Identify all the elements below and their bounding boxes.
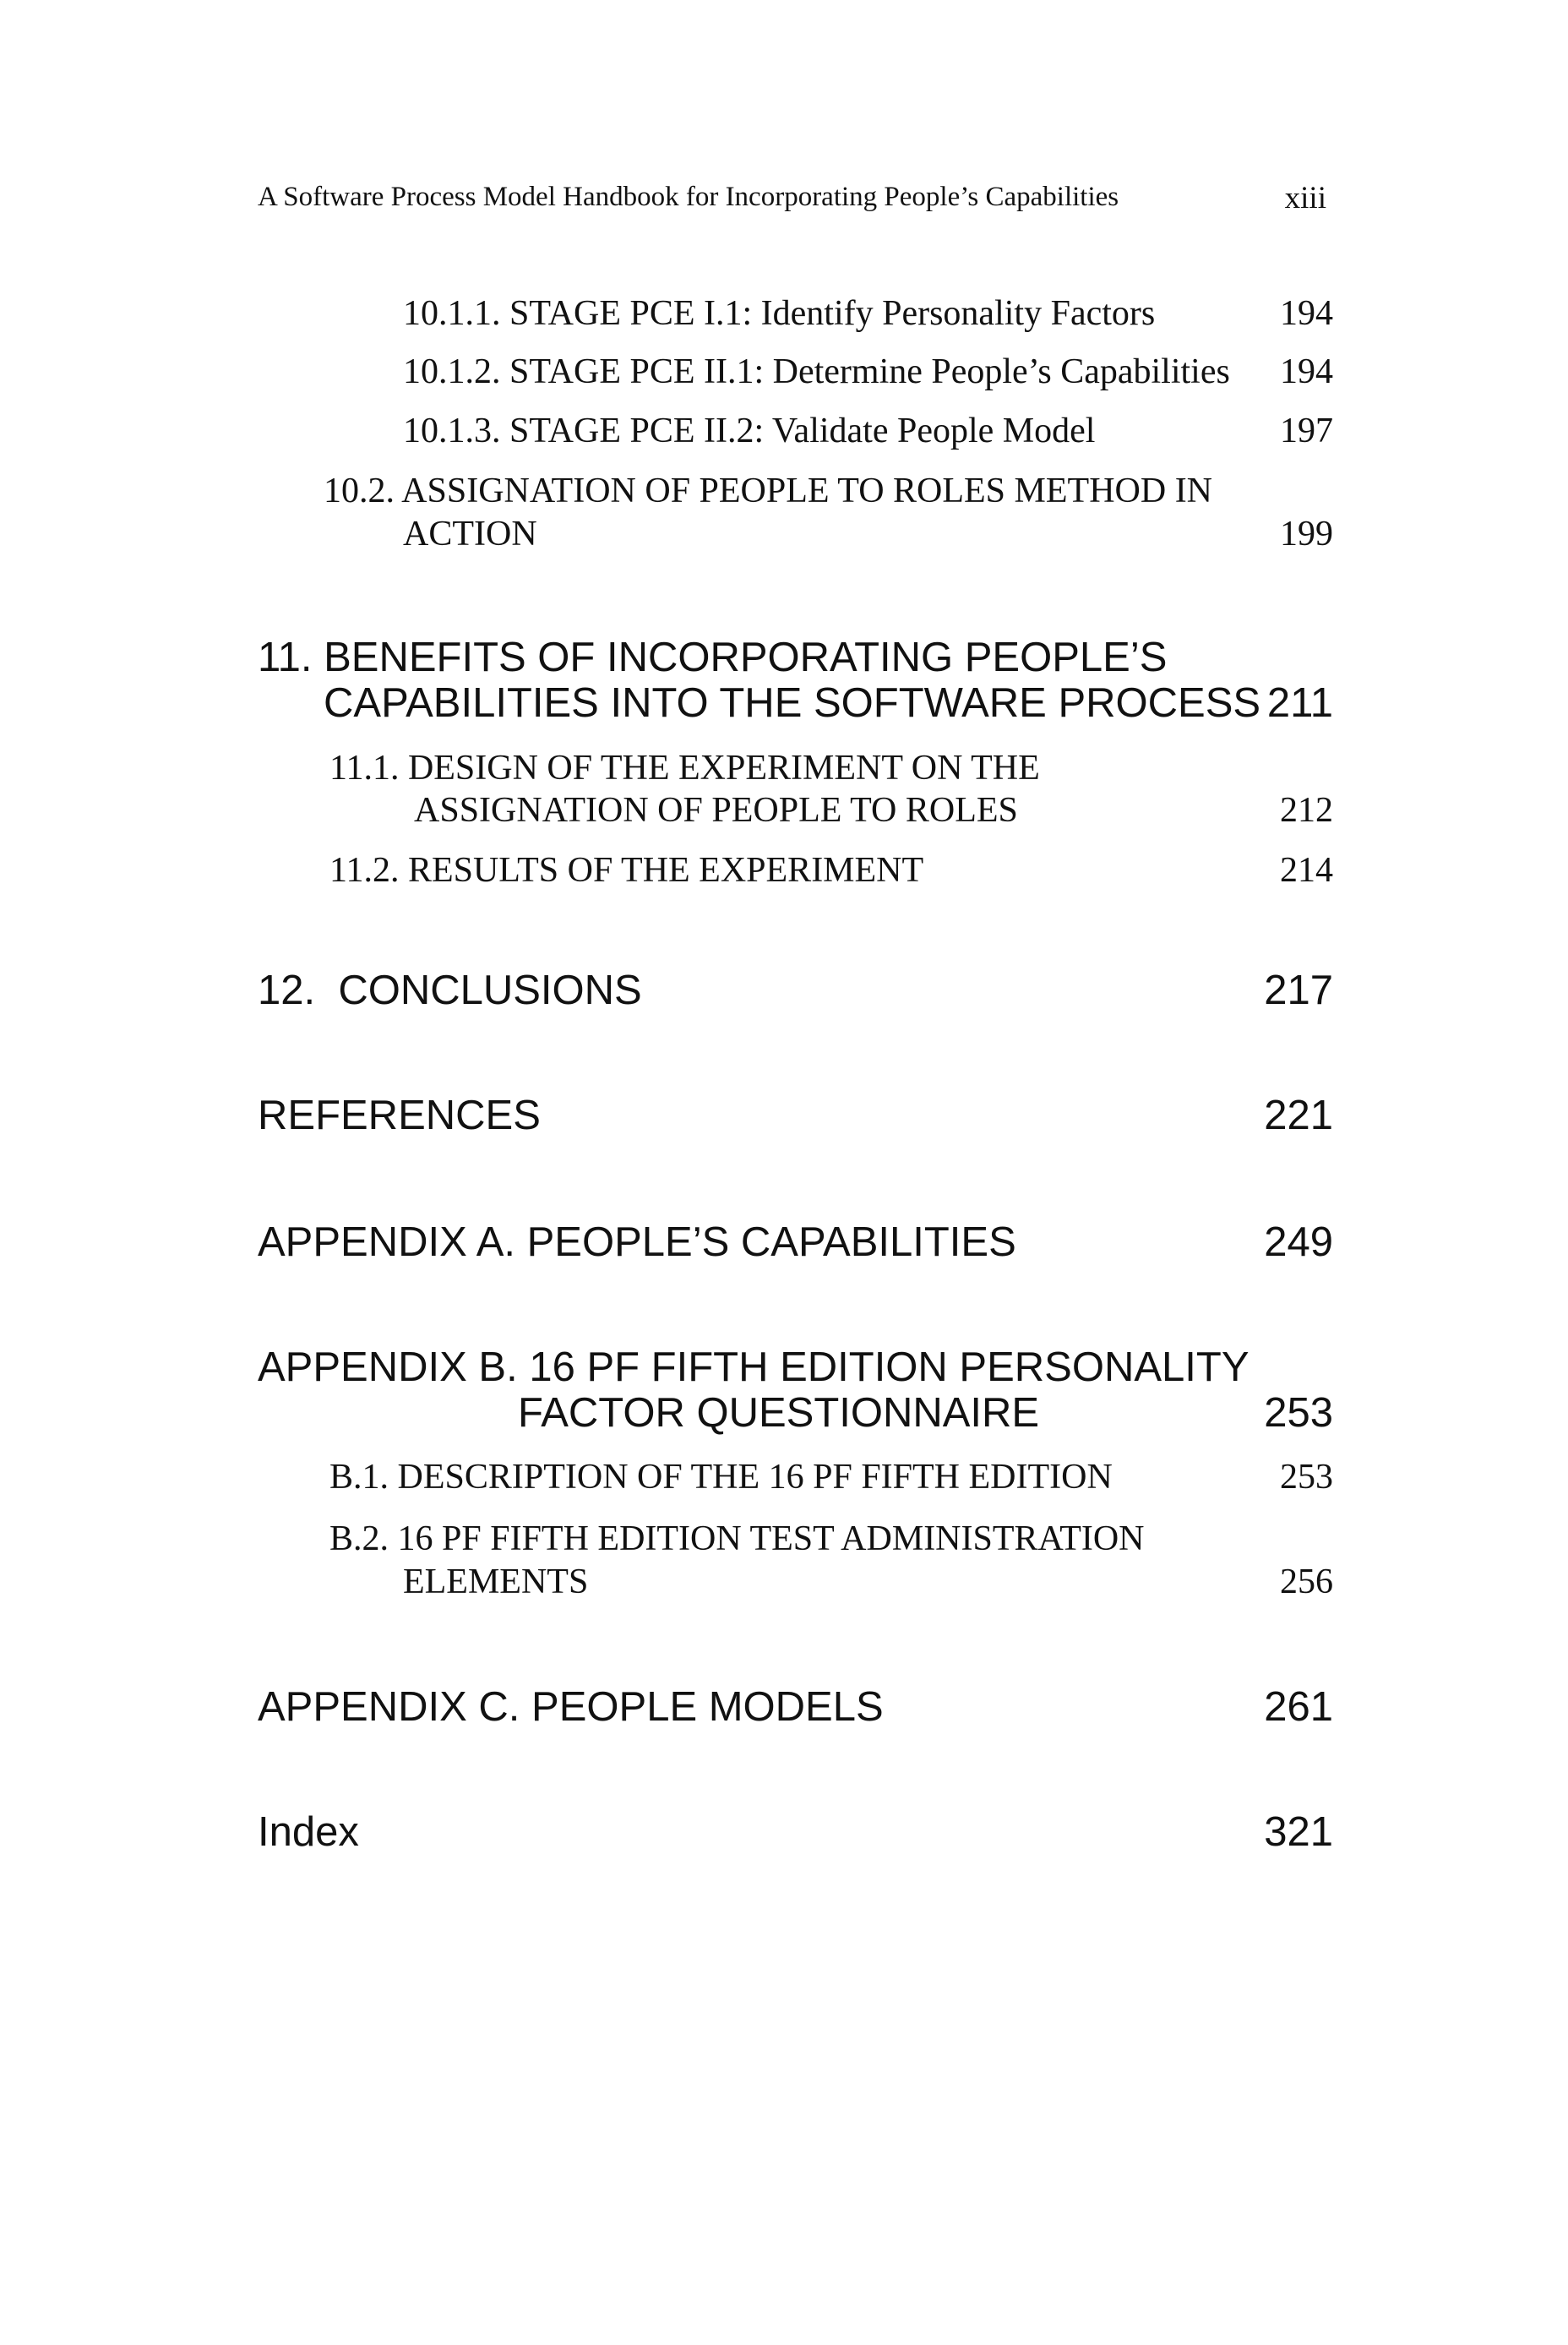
toc-chapter-11-label-line1[interactable]: 11. BENEFITS OF INCORPORATING PEOPLE’S <box>258 635 1168 680</box>
toc-appendix-a-page: 249 <box>1264 1219 1333 1265</box>
toc-entry-b-2-label-line2[interactable]: ELEMENTS <box>403 1562 589 1601</box>
toc-index-label[interactable]: Index <box>258 1809 359 1855</box>
toc-appendix-b-label-line2[interactable]: FACTOR QUESTIONNAIRE <box>518 1390 1040 1436</box>
running-title: A Software Process Model Handbook for Incorporating People’s Capabilities <box>258 182 1119 212</box>
toc-entry-11-1-label-line1[interactable]: 11.1. DESIGN OF THE EXPERIMENT ON THE <box>329 749 1040 788</box>
toc-entry-11-1-label-line2[interactable]: ASSIGNATION OF PEOPLE TO ROLES <box>414 791 1018 830</box>
toc-chapter-11-page: 211 <box>1266 680 1333 726</box>
toc-appendix-b-label-line1[interactable]: APPENDIX B. 16 PF FIFTH EDITION PERSONALITY <box>258 1344 1250 1390</box>
toc-entry-b-1-label[interactable]: B.1. DESCRIPTION OF THE 16 PF FIFTH EDITION <box>329 1458 1113 1497</box>
toc-entry-b-2-label-line1[interactable]: B.2. 16 PF FIFTH EDITION TEST ADMINISTRATION <box>329 1519 1145 1558</box>
toc-index-page: 321 <box>1264 1809 1333 1855</box>
toc-appendix-c-label[interactable]: APPENDIX C. PEOPLE MODELS <box>258 1684 884 1730</box>
page-number: xiii <box>1284 181 1326 215</box>
toc-chapter-11-label-line2[interactable]: CAPABILITIES INTO THE SOFTWARE PROCESS <box>324 680 1261 726</box>
toc-chapter-12-page: 217 <box>1264 968 1333 1013</box>
toc-entry-10-1-3-page: 197 <box>1280 412 1333 450</box>
toc-entry-10-2-label-line2[interactable]: ACTION <box>403 515 537 554</box>
toc-chapter-12-label[interactable]: 12. CONCLUSIONS <box>258 968 642 1013</box>
toc-entry-10-2-page: 199 <box>1280 515 1333 554</box>
toc-entry-10-1-1-label[interactable]: 10.1.1. STAGE PCE I.1: Identify Personality Factors <box>403 294 1156 333</box>
toc-entry-10-1-3-label[interactable]: 10.1.3. STAGE PCE II.2: Validate People Model <box>403 412 1096 450</box>
toc-entry-b-2-page: 256 <box>1280 1562 1333 1601</box>
toc-entry-10-1-2-label[interactable]: 10.1.2. STAGE PCE II.1: Determine People’s Capabilities <box>403 352 1230 391</box>
toc-entry-10-1-1-page: 194 <box>1280 294 1333 333</box>
toc-entry-b-1-page: 253 <box>1280 1458 1333 1497</box>
toc-appendix-c-page: 261 <box>1264 1684 1333 1730</box>
toc-entry-11-2-page: 214 <box>1280 851 1333 890</box>
toc-entry-11-2-label[interactable]: 11.2. RESULTS OF THE EXPERIMENT <box>329 851 924 890</box>
toc-references-label[interactable]: REFERENCES <box>258 1093 541 1138</box>
toc-entry-11-1-page: 212 <box>1280 791 1333 830</box>
toc-appendix-b-page: 253 <box>1264 1390 1333 1436</box>
toc-entry-10-1-2-page: 194 <box>1280 352 1333 391</box>
toc-appendix-a-label[interactable]: APPENDIX A. PEOPLE’S CAPABILITIES <box>258 1219 1016 1265</box>
toc-references-page: 221 <box>1264 1093 1333 1138</box>
toc-entry-10-2-label-line1[interactable]: 10.2. ASSIGNATION OF PEOPLE TO ROLES METHOD IN <box>324 472 1213 510</box>
